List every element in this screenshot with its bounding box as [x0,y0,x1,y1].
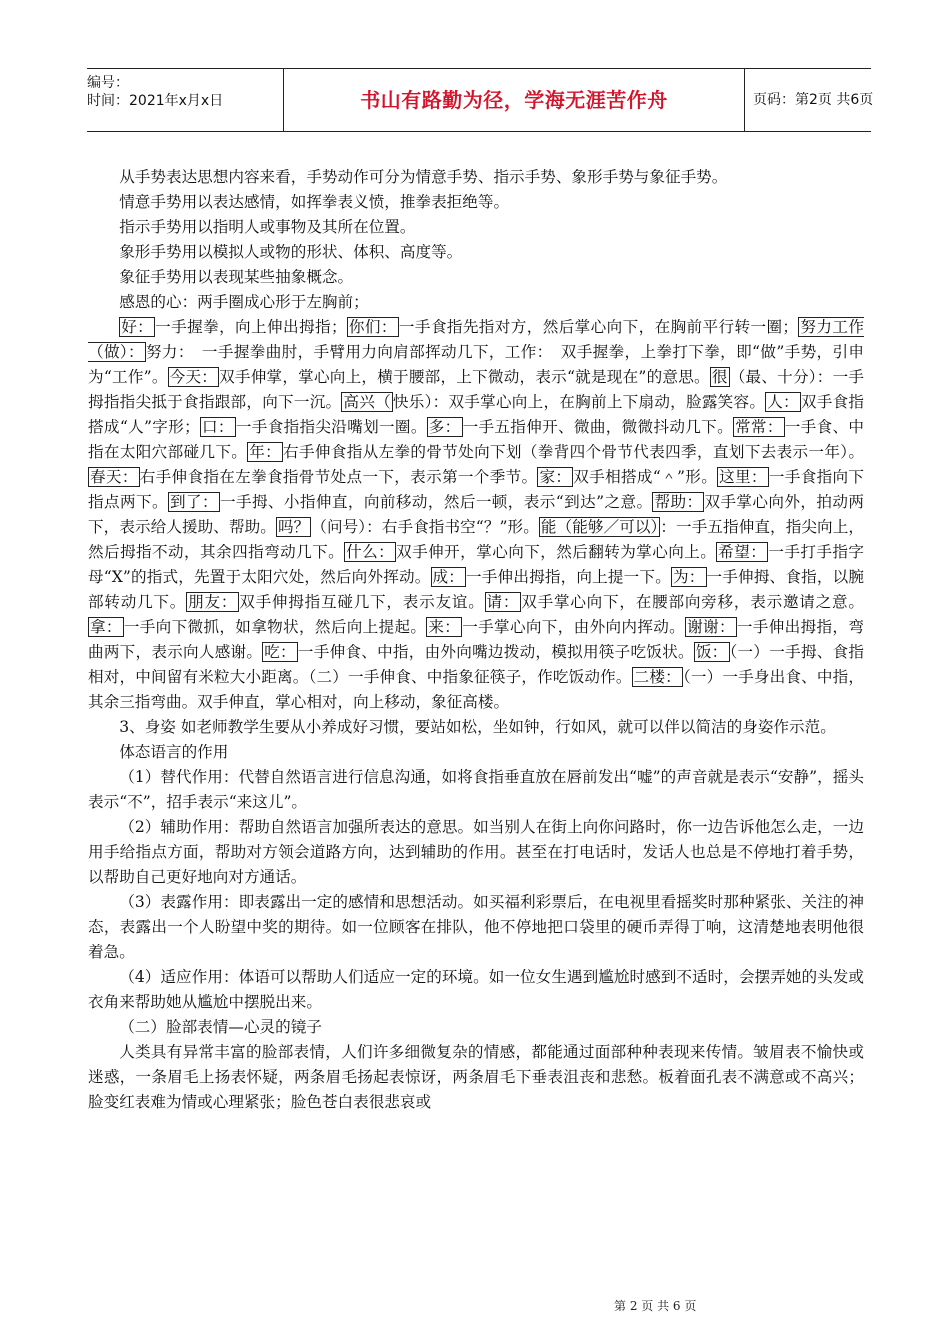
sign-label: 你们： [348,318,397,336]
sign-description: 双手掌心向外，拍动两下，表示给人援助、帮助。 [88,493,864,536]
sign-label: 高兴（ [343,393,391,411]
sign-label: 吗？ [277,518,310,536]
section-heading: 体态语言的作用 [119,743,229,761]
sign-label: 拿： [90,618,122,636]
page-footer: 第 2 页 共 6 页 [614,1299,697,1313]
sign-description: 努力： 一手握拳曲肘，手臂用力向肩部挥动几下，工作： 双手握拳，上拳打下拳，即“做”手势，引申为“工作”。 [88,343,864,386]
sign-description: 双手相搭成“＾”形。 [573,468,718,486]
sign-description: 右手伸食指在左拳食指骨节处点一下，表示第一个季节。 [139,468,538,486]
sign-description: 一手握拳，向上伸出拇指； [155,318,347,336]
sign-description: 一手食、中指在太阳穴部碰几下。 [88,418,864,461]
sign-label: 今天： [169,368,218,386]
page-header [87,68,874,132]
sign-description: 一手伸拇、食指，以腕部转动几下。 [88,568,864,611]
sign-label: 努力工作（做）： [88,318,864,361]
sign-description: 一手伸出拇指，弯曲两下，表示向人感谢。 [88,618,864,661]
sign-label: 什么： [346,543,395,561]
sign-label: 好： [121,318,154,336]
sign-description: 双手伸开，掌心向下，然后翻转为掌心向上。 [396,543,717,561]
document-number: 编号： [87,75,129,91]
sign-label: 多： [428,418,461,436]
sign-description: （问号）：右手食指书空“？”形。 [311,518,539,536]
sign-label: 二楼： [633,668,681,686]
sign-label: 朋友： [188,593,238,611]
sign-description: 一手向下微抓，如拿物状，然后向上提起。 [123,618,427,636]
sign-label: 家： [539,468,572,486]
function-paragraph: （1）替代作用：代替自然语言进行信息沟通，如将食指垂直放在唇前发出“嘘”的声音就是表示“安静”，摇头表示“不”，招手表示“来这儿”。 [88,768,864,811]
sign-label: 吃： [264,643,296,661]
sign-description: 双手伸拇指互碰几下，表示友谊。 [239,593,485,611]
paragraph: 感恩的心：两手圈成心形于左胸前； [119,293,369,311]
paragraph: 象征手势用以表现某些抽象概念。 [119,268,354,286]
sign-label: 成： [432,568,465,586]
sign-label: 年： [249,443,282,461]
header-meta [87,69,283,136]
sign-label: 帮助： [654,493,703,511]
header-motto: 书山有路勤为径，学海无涯苦作舟 [360,88,668,112]
sign-label: 谢谢： [687,618,735,636]
sign-label: 饭： [695,643,728,661]
header-page-number: 页码：第2页 共6页 [753,92,874,108]
sign-label: 能（能够／可以） [540,518,659,536]
sign-description: 双手掌心向下，在腰部向旁移，表示邀请之意。 [521,593,864,611]
sign-label: 希望： [718,543,767,561]
sign-label: 来： [428,618,461,636]
sign-description: （一）一手拇、食指相对，中间留有米粒大小距离。（二）一手伸食、中指象征筷子，作吃饭动作。 [88,643,864,686]
sign-description: 一手伸出拇指，向上提一下。 [466,568,671,586]
section-heading: （二）脸部表情—心灵的镜子 [119,1018,322,1036]
sign-label: 春天： [90,468,138,486]
paragraph: 情意手势用以表达感情，如挥拳表义愤，推拳表拒绝等。 [119,193,510,211]
sign-description: ：一手五指伸直，指尖向上，然后拇指不动，其余四指弯动几下。 [88,518,864,561]
sign-label: 这里： [719,468,767,486]
sign-description: （最、十分）：一手拇指指尖抵于食指跟部，向下一沉。 [88,368,864,411]
posture-paragraph: 3、身姿 如老师教学生要从小养成好习惯，要站如松，坐如钟，行如风，就可以伴以简洁的身姿作示范。 [119,718,836,736]
sign-description: 一手伸食、中指，由外向嘴边拨动，模拟用筷子吃饭状。 [297,643,694,661]
sign-description: 双手食指搭成“人”字形； [88,393,864,436]
sign-label: 到了： [169,493,218,511]
sign-description: 一手食指先指对方，然后掌心向下，在胸前平行转一圈； [398,318,799,336]
header-motto-cell [283,69,745,131]
sign-description: 快乐）：双手掌心向上，在胸前上下扇动，脸露笑容。 [392,393,766,411]
paragraph: 象形手势用以模拟人或物的形状、体积、高度等。 [119,243,463,261]
face-expression-paragraph: 人类具有异常丰富的脸部表情，人们许多细微复杂的情感，都能通过面部种种表现来传情。皱眉表不愉快或迷惑，一条眉毛上扬表怀疑，两条眉毛扬起表惊讶，两条眉毛下垂表沮丧和悲愁。板着面孔表不满意或不高兴；脸变红表难为情或心理紧张；脸色苍白表很悲哀或 [88,1043,864,1111]
sign-description: 右手伸食指从左拳的骨节处向下划（拳背四个骨节代表四季，直划下去表示一年）。 [283,443,864,461]
sign-label: 口： [201,418,234,436]
sign-label: 请： [486,593,520,611]
sign-description: （一）一手身出食、中指，其余三指弯曲。双手伸直，掌心相对，向上移动，象征高楼。 [88,668,864,711]
sign-label: 常常： [735,418,783,436]
sign-language-paragraph [88,315,864,715]
function-paragraph: （3）表露作用：即表露出一定的感情和思想活动。如买福利彩票后，在电视里看摇奖时那种紧张、关注的神态，表露出一个人盼望中奖的期待。如一位顾客在排队，他不停地把口袋里的硬币弄得丁响，这清楚地表明他很着急。 [88,893,864,961]
sign-label: 为： [672,568,705,586]
document-date: 时间：2021年x月x日 [87,93,224,109]
sign-label: 很 [711,368,728,386]
document-body [88,165,864,1115]
sign-description: 一手拇、小指伸直，向前移动，然后一顿，表示“到达”之意。 [219,493,653,511]
sign-description: 一手食指向下指点两下。 [88,468,864,511]
sign-description: 双手伸掌，掌心向上，横于腰部，上下微动，表示“就是现在”的意思。 [219,368,710,386]
sign-description: 一手食指指尖沿嘴划一圈。 [235,418,427,436]
sign-description: 一手掌心向下，由外向内挥动。 [462,618,686,636]
paragraph: 从手势表达思想内容来看，手势动作可分为情意手势、指示手势、象形手势与象征手势。 [119,168,728,186]
sign-description: 一手五指伸开、微曲，微微抖动几下。 [462,418,733,436]
paragraph: 指示手势用以指明人或事物及其所在位置。 [119,218,416,236]
function-paragraph: （4）适应作用：体语可以帮助人们适应一定的环境。如一位女生遇到尴尬时感到不适时，会摆弄她的头发或衣角来帮助她从尴尬中摆脱出来。 [88,968,864,1011]
sign-description: 一手打手指字母“X”的指式，先置于太阳穴处，然后向外挥动。 [88,543,864,586]
sign-label: 人： [767,393,799,411]
function-paragraph: （2）辅助作用：帮助自然语言加强所表达的意思。如当别人在街上向你问路时，你一边告诉他怎么走，一边用手给指点方面，帮助对方领会道路方向，达到辅助的作用。甚至在打电话时，发话人也总是不停地打着手势，以帮助自己更好地向对方通话。 [88,818,864,886]
